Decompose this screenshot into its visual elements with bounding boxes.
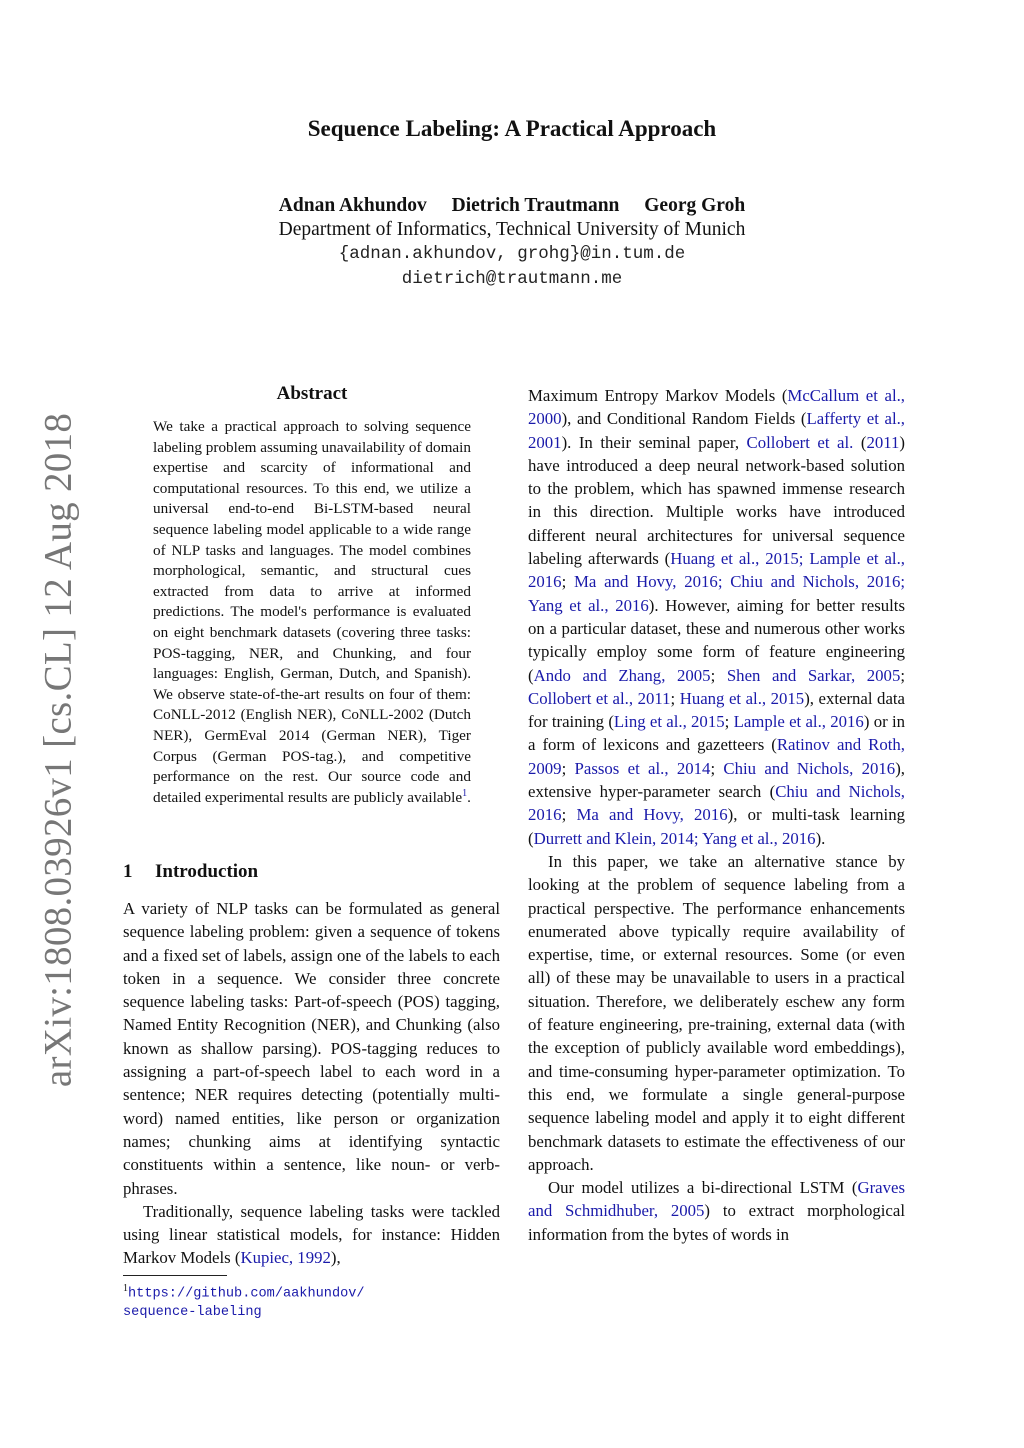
author-name: Adnan Akhundov — [278, 195, 427, 216]
arxiv-identifier: arXiv:1808.03926v1 [cs.CL] 12 Aug 2018 — [36, 412, 80, 1088]
text-span: ; — [561, 805, 577, 825]
text-span: ( — [853, 432, 867, 452]
citation-link[interactable]: Durrett and Klein, 2014; Yang et al., 2016 — [533, 828, 816, 848]
text-span: ; — [670, 688, 680, 708]
author-email: dietrich@trautmann.me — [401, 269, 623, 289]
text-span: Traditionally, sequence labeling tasks were tackled using linear statistical models, for instance: Hidden Markov Models ( — [123, 1201, 500, 1268]
text-span: ) have introduced a deep neural network-based solution to the problem, which has spawned immense research in this direction. Multiple works have introduced different neural architectures for universal sequence labeling afterwards ( — [528, 432, 905, 569]
right-column-text — [528, 384, 905, 1246]
citation-link[interactable]: 2011 — [866, 432, 900, 452]
citation-link[interactable]: Lafferty et al., 2001 — [528, 409, 906, 452]
citation-link[interactable]: Huang et al., 2015; Lample et al., 2016 — [528, 549, 905, 592]
text-span: Our model utilizes a bi-directional LSTM ( — [548, 1178, 858, 1198]
citation-link[interactable]: Ando and Zhang, 2005 — [533, 665, 711, 685]
citation-link[interactable]: Graves and Schmidhuber, 2005 — [528, 1178, 905, 1221]
citation-link[interactable]: McCallum et al., 2000 — [528, 386, 905, 429]
text-span: ). — [815, 828, 826, 848]
citation-link[interactable]: Passos et al., 2014 — [574, 758, 711, 778]
paragraph — [528, 1176, 905, 1246]
citation-link[interactable]: Ma and Hovy, 2016; Chiu and Nichols, 2016; Yang et al., 2016 — [528, 572, 905, 615]
citation-link[interactable]: Chiu and Nichols, 2016 — [528, 782, 906, 825]
footnote — [123, 1280, 365, 1322]
text-span: ; — [710, 665, 727, 685]
text-span: ), and Conditional Random Fields ( — [561, 409, 807, 429]
paragraph: A variety of NLP tasks can be formulated as general sequence labeling problem: given a sequence of tokens and a fixed set of labels, assign one of the labels to each token in a sequence. We consider three concrete sequence labeling tasks: Part-of-speech (POS) tagging, Named Entity Recognition (NER), and Chunking (also known as shallow parsing). POS-tagging reduces to assigning a part-of-speech label to each word in a sentence; NER requires detecting (potentially multi-word) named entities, like person or organization names; chunking aims at identifying syntactic constituents within a sentence, like noun- or verb-phrases. — [123, 899, 500, 1198]
author-list — [0, 195, 1024, 217]
text-span: ; — [710, 758, 724, 778]
citation-link[interactable]: Ling et al., 2015 — [613, 712, 725, 732]
text-span: ), or multi-task learning ( — [528, 805, 906, 848]
paragraph: In this paper, we take an alternative stance by looking at the problem of sequence labeling from a practical perspective. The performance enhancements enumerated above typically require availability of expertise, time, or external resources. Some (or even all) of these may be unavailable to users in a practical situation. Therefore, we deliberately eschew any form of feature engineering, pre-training, external data (with the exception of publicly available word embeddings), and time-consuming hyper-parameter optimization. To this end, we formulate a single general-purpose sequence labeling model and apply it to eight different benchmark datasets to estimate the effectiveness of our approach. — [528, 851, 905, 1174]
paper-title: Sequence Labeling: A Practical Approach — [307, 116, 717, 141]
section-heading-introduction — [123, 861, 258, 883]
text-span: ), extensive hyper-parameter search ( — [528, 758, 905, 802]
section-title: Introduction — [155, 861, 259, 882]
text-span: ) or in a form of lexicons and gazetteers ( — [528, 712, 906, 755]
text-span: ; — [561, 572, 574, 592]
text-span: ). In their seminal paper, — [561, 432, 747, 452]
paragraph — [123, 1200, 500, 1270]
citation-link[interactable]: Collobert et al., 2011 — [528, 688, 671, 708]
text-span: ; — [561, 758, 575, 778]
left-column-text — [123, 897, 500, 1270]
affiliation: Department of Informatics, Technical University of Munich — [278, 219, 746, 240]
text-span: ). However, aiming for better results on a particular dataset, these and numerous other works typically employ some form of feature engineering ( — [528, 595, 905, 685]
text-span: ), — [330, 1248, 341, 1268]
footnote-number: 1 — [123, 1283, 128, 1294]
citation-link[interactable]: Ma and Hovy, 2016 — [576, 805, 728, 825]
citation-link[interactable]: Lample et al., 2016 — [733, 712, 864, 732]
author-name: Dietrich Trautmann — [451, 195, 620, 216]
abstract-end: . — [467, 788, 471, 806]
abstract-heading: Abstract — [276, 383, 348, 404]
citation-link[interactable]: Shen and Sarkar, 2005 — [726, 665, 901, 685]
abstract-text — [153, 417, 471, 808]
section-number: 1 — [123, 861, 133, 882]
citation-link[interactable]: Kupiec, 1992 — [240, 1248, 331, 1268]
text-span: ; — [900, 665, 906, 685]
citation-link[interactable]: Chiu and Nichols, 2016 — [723, 758, 896, 778]
footnote-marker[interactable]: 1 — [462, 787, 468, 799]
text-span: Maximum Entropy Markov Models ( — [528, 386, 788, 405]
footnote-url-continued[interactable]: sequence-labeling — [123, 1304, 262, 1320]
citation-link[interactable]: Ratinov and Roth, 2009 — [528, 735, 905, 778]
paragraph — [528, 384, 905, 850]
citation-link[interactable]: Huang et al., 2015 — [679, 688, 805, 708]
text-span: ; — [724, 712, 734, 732]
footnote-url[interactable]: https://github.com/aakhundov/ — [128, 1286, 365, 1302]
abstract-body-text: We take a practical approach to solving sequence labeling problem assuming unavailability of domain expertise and scarcity of informational and computational resources. To this end, we utilize a universal end-to-end Bi-LSTM-based neural sequence labeling model applicable to a wide range of NLP tasks and languages. The model combines morphological, semantic, and structural cues extracted from data to arrive at informed predictions. The model's performance is evaluated on eight benchmark datasets (covering three tasks: POS-tagging, NER, and Chunking, and four languages: English, German, Dutch, and Spanish). We observe state-of-the-art results on four of them: CoNLL-2012 (English NER), CoNLL-2002 (Dutch NER), GermEval 2014 (German NER), Tiger Corpus (German POS-tag.), and competitive performance on the rest. Our source code and detailed experimental results are publicly available — [153, 418, 471, 806]
text-span: ), external data for training ( — [528, 688, 906, 732]
author-name: Georg Groh — [644, 195, 746, 216]
footnote-divider — [123, 1275, 227, 1276]
author-emails: {adnan.akhundov, grohg}@in.tum.de — [338, 244, 686, 264]
text-span: ) to extract morphological information from the bytes of words in — [528, 1201, 905, 1244]
citation-link[interactable]: Collobert et al. — [746, 432, 854, 452]
